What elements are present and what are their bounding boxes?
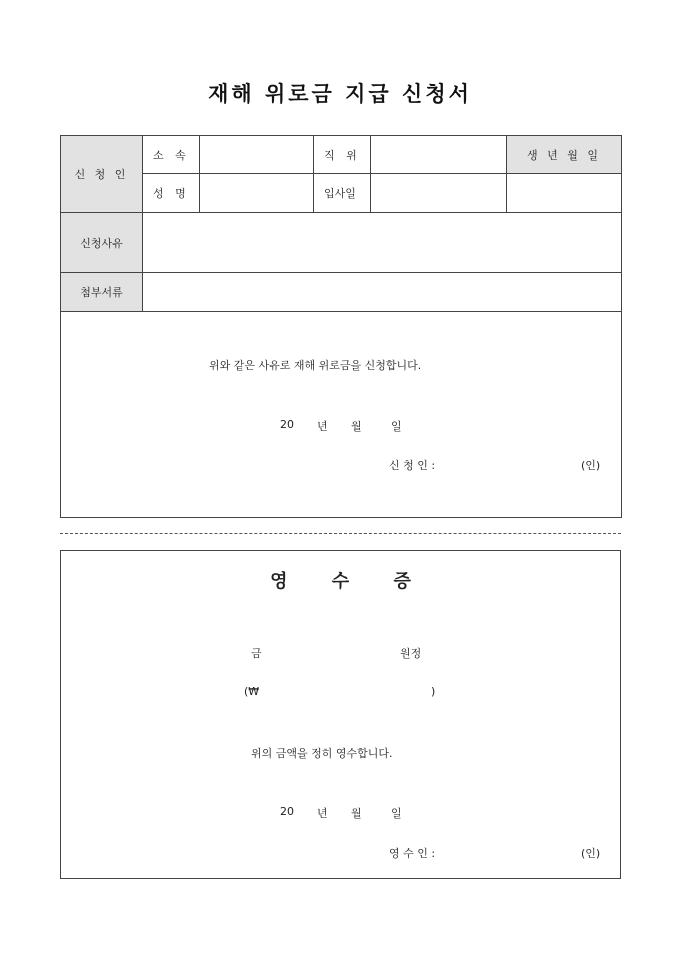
won-amount-field[interactable] — [266, 685, 426, 699]
declaration-day-label: 일 — [391, 420, 402, 433]
attachments-field[interactable] — [143, 273, 622, 312]
receipt-day-label: 일 — [391, 807, 402, 820]
receipt-year-label: 년 — [317, 807, 328, 820]
amount-field[interactable] — [271, 645, 391, 659]
declaration-year-label: 년 — [317, 420, 328, 433]
amount-label: 금 — [251, 647, 262, 660]
receipt-month-label: 월 — [351, 807, 362, 820]
document-title: 재해 위로금 지급 신청서 — [208, 81, 472, 106]
won-close: ) — [431, 685, 436, 698]
receipt-year-prefix: 20 — [280, 805, 294, 818]
position-field[interactable] — [371, 136, 507, 174]
birthdate-label: 생 년 월 일 — [507, 136, 622, 174]
application-form-table — [60, 135, 622, 518]
receipt-seal: (인) — [581, 847, 601, 860]
declaration-applicant-label: 신 청 인 : — [389, 459, 436, 472]
joindate-label: 입사일 — [314, 174, 371, 213]
cut-line-divider — [60, 533, 621, 534]
position-label: 직 위 — [314, 136, 371, 174]
won-open: (₩ — [244, 685, 260, 698]
joindate-field[interactable] — [371, 174, 507, 213]
declaration-year-prefix: 20 — [280, 418, 294, 431]
birthdate-field[interactable] — [507, 174, 622, 213]
name-label: 성 명 — [143, 174, 200, 213]
name-field[interactable] — [200, 174, 314, 213]
receiver-label: 영 수 인 : — [389, 847, 436, 860]
declaration-section — [61, 312, 622, 518]
reason-field[interactable] — [143, 213, 622, 273]
receipt-statement: 위의 금액을 정히 영수합니다. — [251, 747, 393, 760]
receipt-box — [60, 550, 621, 879]
affiliation-label: 소 속 — [143, 136, 200, 174]
declaration-month-label: 월 — [351, 420, 362, 433]
declaration-statement: 위와 같은 사유로 재해 위로금을 신청합니다. — [209, 359, 422, 372]
amount-suffix: 원정 — [400, 647, 422, 660]
applicant-label: 신 청 인 — [61, 136, 143, 213]
attachments-label: 첨부서류 — [61, 273, 143, 312]
affiliation-field[interactable] — [200, 136, 314, 174]
reason-label: 신청사유 — [61, 213, 143, 273]
receipt-title: 영 수 증 — [270, 571, 411, 592]
declaration-seal: (인) — [581, 459, 601, 472]
